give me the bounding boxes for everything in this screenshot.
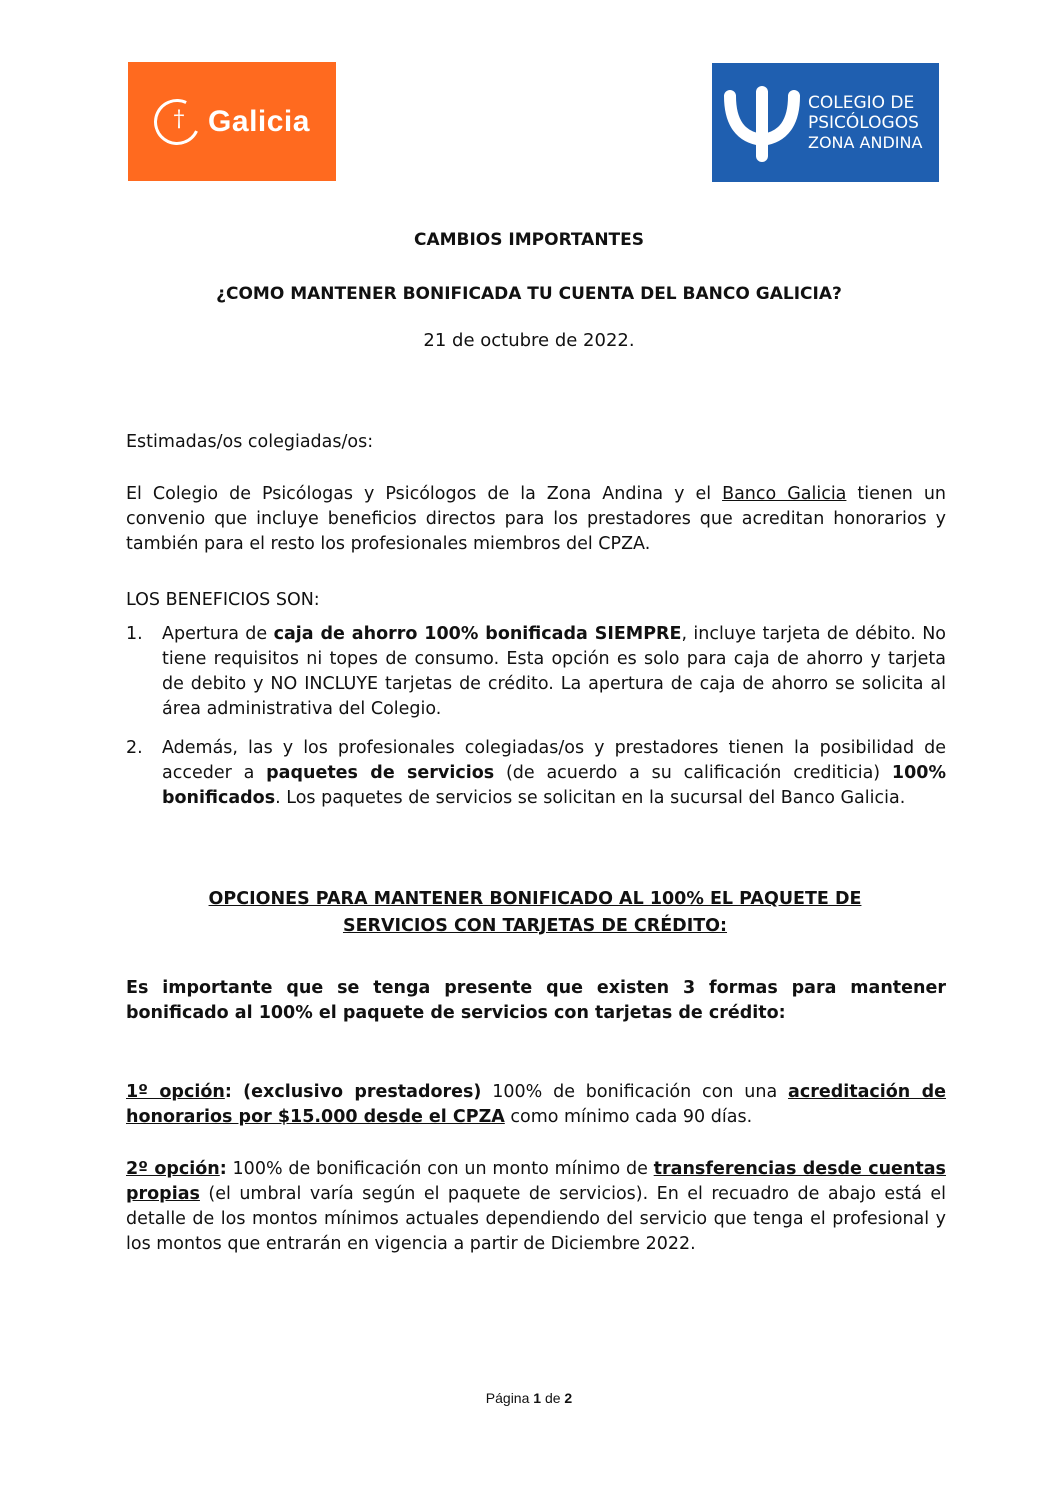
galicia-logo (128, 62, 336, 181)
option-1-text-a: 100% de bonificación con una (481, 1082, 789, 1102)
galicia-emblem-icon: † (148, 92, 207, 151)
option-1-underlined: acreditación de honorarios por $15.000 desde el CPZA (126, 1082, 947, 1127)
item2-text-a: Además, las y los profesionales colegiadas/os y prestadores tienen la posibilidad de acceder a (162, 738, 946, 783)
document-date: 21 de octubre de 2022. (423, 330, 635, 351)
option-1-text-b: como mínimo cada 90 días. (504, 1107, 753, 1127)
intro-paragraph (126, 482, 946, 557)
page-subtitle: ¿COMO MANTENER BONIFICADA TU CUENTA DEL BANCO GALICIA? (216, 284, 842, 304)
item1-text-b: , incluye tarjeta de débito. No tiene requisitos ni topes de consumo. Esta opción es solo para caja de ahorro y tarjeta de debito y NO INCLUYE tarjetas de crédito. La apertura de caja de ahorro se solicita al área administrativa del Colegio. (162, 624, 946, 719)
item1-bold: caja de ahorro 100% bonificada SIEMPRE (273, 624, 682, 644)
item2-bold-2: 100% bonificados (162, 763, 946, 808)
footer-page-total: 2 (564, 1390, 573, 1406)
galicia-logo-text: Galicia (208, 104, 310, 138)
options-heading: OPCIONES PARA MANTENER BONIFICADO AL 100% EL PAQUETE DE SERVICIOS CON TARJETAS DE CRÉDITO: (208, 889, 862, 936)
option-2-text-b: (el umbral varía según el paquete de servicios). En el recuadro de abajo está el detalle de los montos mínimos actuales dependiendo del servicio que tenga el profesional y los montos que entrarán en vigencia a partir de Diciembre 2022. (126, 1184, 946, 1254)
option-2-colon: : (219, 1159, 227, 1179)
option-2-paragraph (126, 1157, 946, 1257)
option-1-bold: : (exclusivo prestadores) (224, 1082, 482, 1102)
page-footer (0, 1390, 1058, 1406)
option-2-text-a: 100% de bonificación con un monto mínimo de (226, 1159, 654, 1179)
intro-text-a: El Colegio de Psicólogas y Psicólogos de la Zona Andina y el (126, 484, 723, 504)
page-title: CAMBIOS IMPORTANTES (413, 230, 645, 250)
banco-galicia-link[interactable]: Banco Galicia (722, 484, 847, 504)
intro-text-b: tienen un convenio que incluye beneficios directos para los prestadores que acreditan honorarios y también para el resto los profesionales miembros del CPZA. (126, 484, 947, 554)
option-2-underlined: transferencias desde cuentas propias (126, 1159, 946, 1204)
list-item (126, 736, 946, 811)
psi-icon (724, 78, 800, 168)
colegio-logo-text (808, 93, 922, 153)
option-1-label: 1º opción (126, 1082, 225, 1102)
footer-page-number: 1 (533, 1390, 542, 1406)
footer-page-label: Página (485, 1390, 534, 1406)
item2-bold-1: paquetes de servicios (266, 763, 495, 783)
benefits-label: LOS BENEFICIOS SON: (126, 590, 320, 610)
important-note: Es importante que se tenga presente que existen 3 formas para mantener bonificado al 100% el paquete de servicios con tarjetas de crédito: (126, 978, 946, 1023)
item2-text-c: . Los paquetes de servicios se solicitan en la sucursal del Banco Galicia. (275, 788, 906, 808)
colegio-line3: ZONA ANDINA (808, 132, 923, 152)
list-number: 2. (126, 738, 143, 758)
item2-text-b: (de acuerdo a su calificación crediticia) (494, 763, 892, 783)
colegio-line1: COLEGIO DE (808, 92, 915, 113)
list-item (126, 622, 946, 722)
option-1-paragraph (126, 1080, 946, 1130)
footer-of-label: de (541, 1390, 565, 1406)
colegio-logo (712, 63, 939, 182)
list-number: 1. (126, 624, 143, 644)
greeting: Estimadas/os colegiadas/os: (126, 432, 374, 452)
colegio-line2: PSICÓLOGOS (808, 112, 919, 133)
item1-text-a: Apertura de (162, 624, 274, 644)
option-2-label: 2º opción (126, 1159, 220, 1179)
